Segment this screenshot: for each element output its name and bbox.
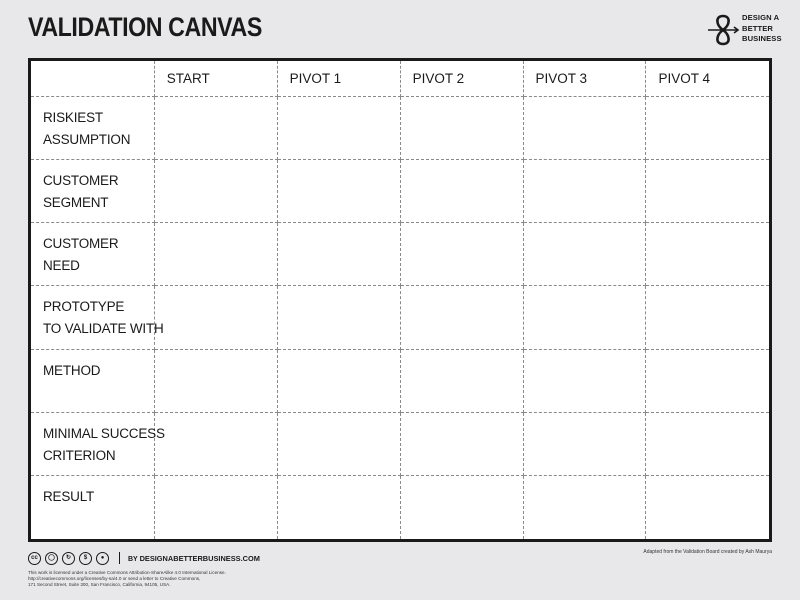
row-label-line: RESULT	[43, 489, 95, 505]
row-label-customer-need	[31, 223, 154, 286]
table-row	[31, 476, 769, 539]
adapted-credit: Adapted from the Validation Board created by Ash Maurya	[643, 549, 772, 555]
by-prefix: BY	[128, 555, 138, 563]
table-row	[31, 159, 769, 222]
column-header-pivot-4: PIVOT 4	[646, 61, 769, 96]
canvas-cell[interactable]	[277, 96, 400, 159]
row-label-line: CUSTOMER	[43, 172, 119, 188]
canvas-cell[interactable]	[277, 349, 400, 412]
row-label-line: PROTOTYPE	[43, 299, 125, 315]
canvas-cell[interactable]	[154, 159, 277, 222]
infinity-loop-icon	[706, 12, 740, 48]
divider	[119, 552, 120, 564]
column-header-pivot-3: PIVOT 3	[523, 61, 646, 96]
canvas-cell[interactable]	[400, 159, 523, 222]
header-row	[31, 61, 769, 96]
canvas-cell[interactable]	[523, 96, 646, 159]
row-label-line: CRITERION	[43, 447, 116, 463]
canvas-cell[interactable]	[154, 286, 277, 349]
table-row	[31, 349, 769, 412]
canvas-cell[interactable]	[646, 349, 769, 412]
canvas-cell[interactable]	[154, 223, 277, 286]
column-header-pivot-2: PIVOT 2	[400, 61, 523, 96]
column-header-pivot-1: PIVOT 1	[277, 61, 400, 96]
canvas-cell[interactable]	[523, 223, 646, 286]
row-label-line: RISKIEST	[43, 109, 103, 125]
canvas-cell[interactable]	[523, 286, 646, 349]
license-icons	[28, 550, 328, 566]
row-label-line: TO VALIDATE WITH	[43, 321, 164, 337]
canvas-cell[interactable]	[400, 286, 523, 349]
row-label-minimal-success-criterion	[31, 412, 165, 475]
canvas-cell[interactable]	[154, 412, 277, 475]
canvas-cell[interactable]	[277, 476, 400, 539]
brand-logo	[706, 12, 786, 48]
license-line: 171 Second Street, Suite 300, San Francisco, California, 94105, USA.	[28, 582, 171, 587]
canvas-cell[interactable]	[646, 159, 769, 222]
canvas-cell[interactable]	[277, 159, 400, 222]
by-site: DESIGNABETTERBUSINESS.COM	[139, 553, 260, 563]
brand-name	[742, 13, 782, 45]
row-label-line: SEGMENT	[43, 194, 109, 210]
canvas-cell[interactable]	[646, 96, 769, 159]
canvas-cell[interactable]	[523, 349, 646, 412]
license-text	[28, 570, 328, 588]
table-row	[31, 96, 769, 159]
row-label-result	[31, 476, 154, 539]
canvas-cell[interactable]	[646, 223, 769, 286]
canvas-cell[interactable]	[277, 286, 400, 349]
brand-line: DESIGN A	[742, 13, 780, 22]
table-row	[31, 412, 769, 475]
row-label-customer-segment	[31, 159, 154, 222]
canvas-cell[interactable]	[646, 476, 769, 539]
canvas-cell[interactable]	[154, 476, 277, 539]
canvas-cell[interactable]	[523, 476, 646, 539]
canvas-cell[interactable]	[523, 159, 646, 222]
row-label-riskiest-assumption	[31, 96, 154, 159]
brand-line: BUSINESS	[742, 34, 782, 44]
column-header-start: START	[154, 61, 277, 96]
row-label-line: NEED	[43, 258, 80, 274]
corner-cell	[31, 61, 154, 96]
row-label-line: METHOD	[43, 362, 101, 378]
canvas-cell[interactable]	[646, 412, 769, 475]
row-label-line: ASSUMPTION	[43, 131, 131, 147]
canvas-cell[interactable]	[277, 223, 400, 286]
canvas-cell[interactable]	[277, 412, 400, 475]
table-row	[31, 223, 769, 286]
canvas-cell[interactable]	[400, 223, 523, 286]
brand-line: BETTER	[742, 23, 773, 33]
validation-canvas	[28, 58, 772, 542]
canvas-cell[interactable]	[400, 412, 523, 475]
row-label-line: MINIMAL SUCCESS	[43, 425, 165, 441]
canvas-cell[interactable]	[154, 349, 277, 412]
row-label-line: CUSTOMER	[43, 236, 119, 252]
canvas-cell[interactable]	[400, 476, 523, 539]
person-icon: ●	[96, 552, 109, 565]
license-line: This work is licensed under a Creative Commons Attribution-ShareAlike 4.0 International License.	[28, 570, 226, 575]
canvas-cell[interactable]	[646, 286, 769, 349]
page-title: VALIDATION CANVAS	[28, 12, 262, 42]
cc-icon: cc	[28, 552, 41, 565]
row-label-method	[31, 349, 154, 412]
canvas-cell[interactable]	[154, 96, 277, 159]
attribution-link[interactable]	[128, 554, 260, 563]
license-footer	[28, 550, 328, 588]
canvas-cell[interactable]	[523, 412, 646, 475]
nc-icon: $	[79, 552, 92, 565]
table-row	[31, 286, 769, 349]
canvas-cell[interactable]	[400, 96, 523, 159]
row-label-prototype	[31, 286, 164, 349]
sa-icon: ↻	[62, 552, 75, 565]
by-icon: ◯	[45, 552, 58, 565]
license-line: http://creativecommons.org/licenses/by-sa/4.0 or send a letter to Creative Commons,	[28, 576, 201, 581]
canvas-cell[interactable]	[400, 349, 523, 412]
canvas-grid	[31, 61, 769, 539]
